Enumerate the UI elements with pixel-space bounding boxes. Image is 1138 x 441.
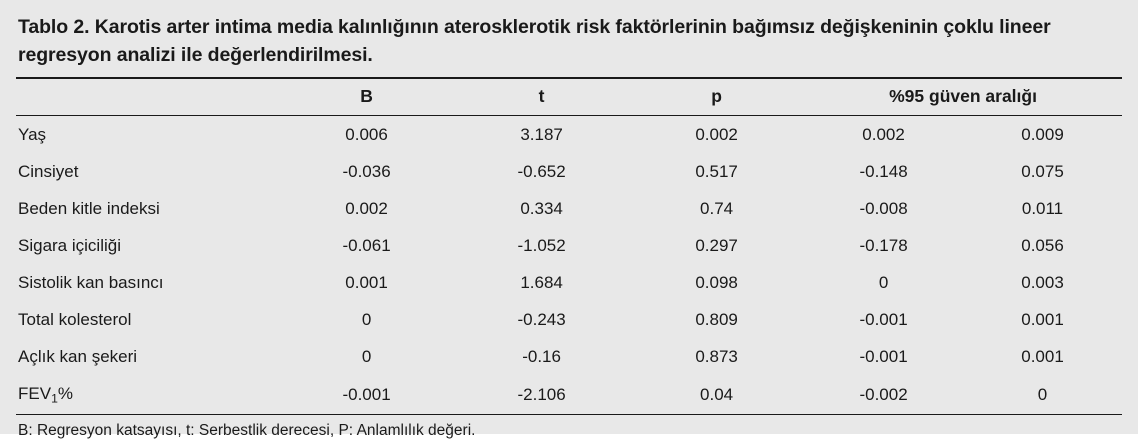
cell-p: 0.297 [695, 235, 738, 255]
table-body [16, 116, 1122, 414]
cell-ci-low: -0.008 [859, 198, 908, 218]
cell-ci-high: 0.056 [1021, 235, 1064, 255]
row-label: Sigara içiciliği [18, 235, 121, 255]
column-header-b: B [279, 78, 454, 116]
row-label: Beden kitle indeksi [18, 198, 160, 218]
cell-ci-low: 0 [878, 272, 889, 292]
cell-t: -1.052 [517, 235, 566, 255]
table-footnote: B: Regresyon katsayısı, t: Serbestlik derecesi, P: Anlamlılık değeri. [18, 421, 476, 439]
column-header-p: p [629, 78, 804, 116]
cell-b: 0 [361, 346, 372, 366]
header-row [16, 78, 1122, 116]
cell-p: 0.517 [695, 161, 738, 181]
cell-p: 0.873 [695, 346, 738, 366]
cell-p: 0.098 [695, 272, 738, 292]
row-label [16, 375, 279, 414]
cell-ci-low: -0.002 [804, 375, 963, 414]
cell-ci-low: -0.001 [859, 346, 908, 366]
cell-p: 0.002 [695, 124, 738, 144]
table-row [16, 190, 1122, 227]
cell-p: 0.74 [700, 198, 734, 218]
table-row [16, 338, 1122, 375]
cell-t: 1.684 [520, 272, 563, 292]
cell-ci-low: -0.148 [859, 161, 908, 181]
table-caption: Tablo 2. Karotis arter intima media kalınlığının aterosklerotik risk faktörlerinin bağımsız değişkeninin çoklu lineer regresyon analizi ile değerlendirilmesi. [18, 16, 1051, 66]
table-row [16, 153, 1122, 190]
table-container [16, 10, 1122, 439]
cell-t: 0.334 [520, 198, 563, 218]
table-row [16, 375, 1122, 414]
cell-ci-high: 0.075 [1021, 161, 1064, 181]
cell-ci-low: -0.001 [859, 309, 908, 329]
cell-ci-high: 0.011 [1021, 198, 1064, 218]
table-row [16, 116, 1122, 154]
row-label: Açlık kan şekeri [18, 346, 138, 366]
cell-t: -2.106 [454, 375, 629, 414]
cell-b: 0.001 [345, 272, 388, 292]
cell-t: 3.187 [520, 124, 563, 144]
cell-ci-high: 0.001 [1021, 309, 1064, 329]
column-header-variable [16, 78, 279, 116]
column-header-confidence-interval: %95 güven aralığı [804, 78, 1122, 116]
cell-ci-high: 0.009 [1021, 124, 1064, 144]
cell-ci-low: 0.002 [862, 124, 905, 144]
row-label-suffix: % [57, 383, 73, 403]
row-label: Total kolesterol [18, 309, 132, 329]
cell-ci-high: 0 [963, 375, 1122, 414]
row-label: Cinsiyet [18, 161, 79, 181]
table-header [16, 78, 1122, 116]
column-header-t: t [454, 78, 629, 116]
row-label-subscript: 1 [51, 391, 58, 406]
cell-p: 0.809 [695, 309, 738, 329]
cell-p: 0.04 [629, 375, 804, 414]
table-row [16, 264, 1122, 301]
cell-b: 0.006 [345, 124, 388, 144]
row-label-prefix: FEV [18, 383, 52, 403]
table-row [16, 301, 1122, 338]
row-label: Yaş [18, 124, 47, 144]
regression-table [16, 77, 1122, 414]
cell-b: 0.002 [345, 198, 388, 218]
cell-b: -0.036 [342, 161, 391, 181]
cell-b: -0.001 [279, 375, 454, 414]
cell-ci-low: -0.178 [859, 235, 908, 255]
cell-b: -0.061 [342, 235, 391, 255]
cell-b: 0 [361, 309, 372, 329]
table-row [16, 227, 1122, 264]
cell-ci-high: 0.001 [1021, 346, 1064, 366]
cell-t: -0.652 [517, 161, 566, 181]
row-label: Sistolik kan basıncı [18, 272, 164, 292]
cell-ci-high: 0.003 [1021, 272, 1064, 292]
cell-t: -0.16 [522, 346, 561, 366]
cell-t: -0.243 [517, 309, 566, 329]
